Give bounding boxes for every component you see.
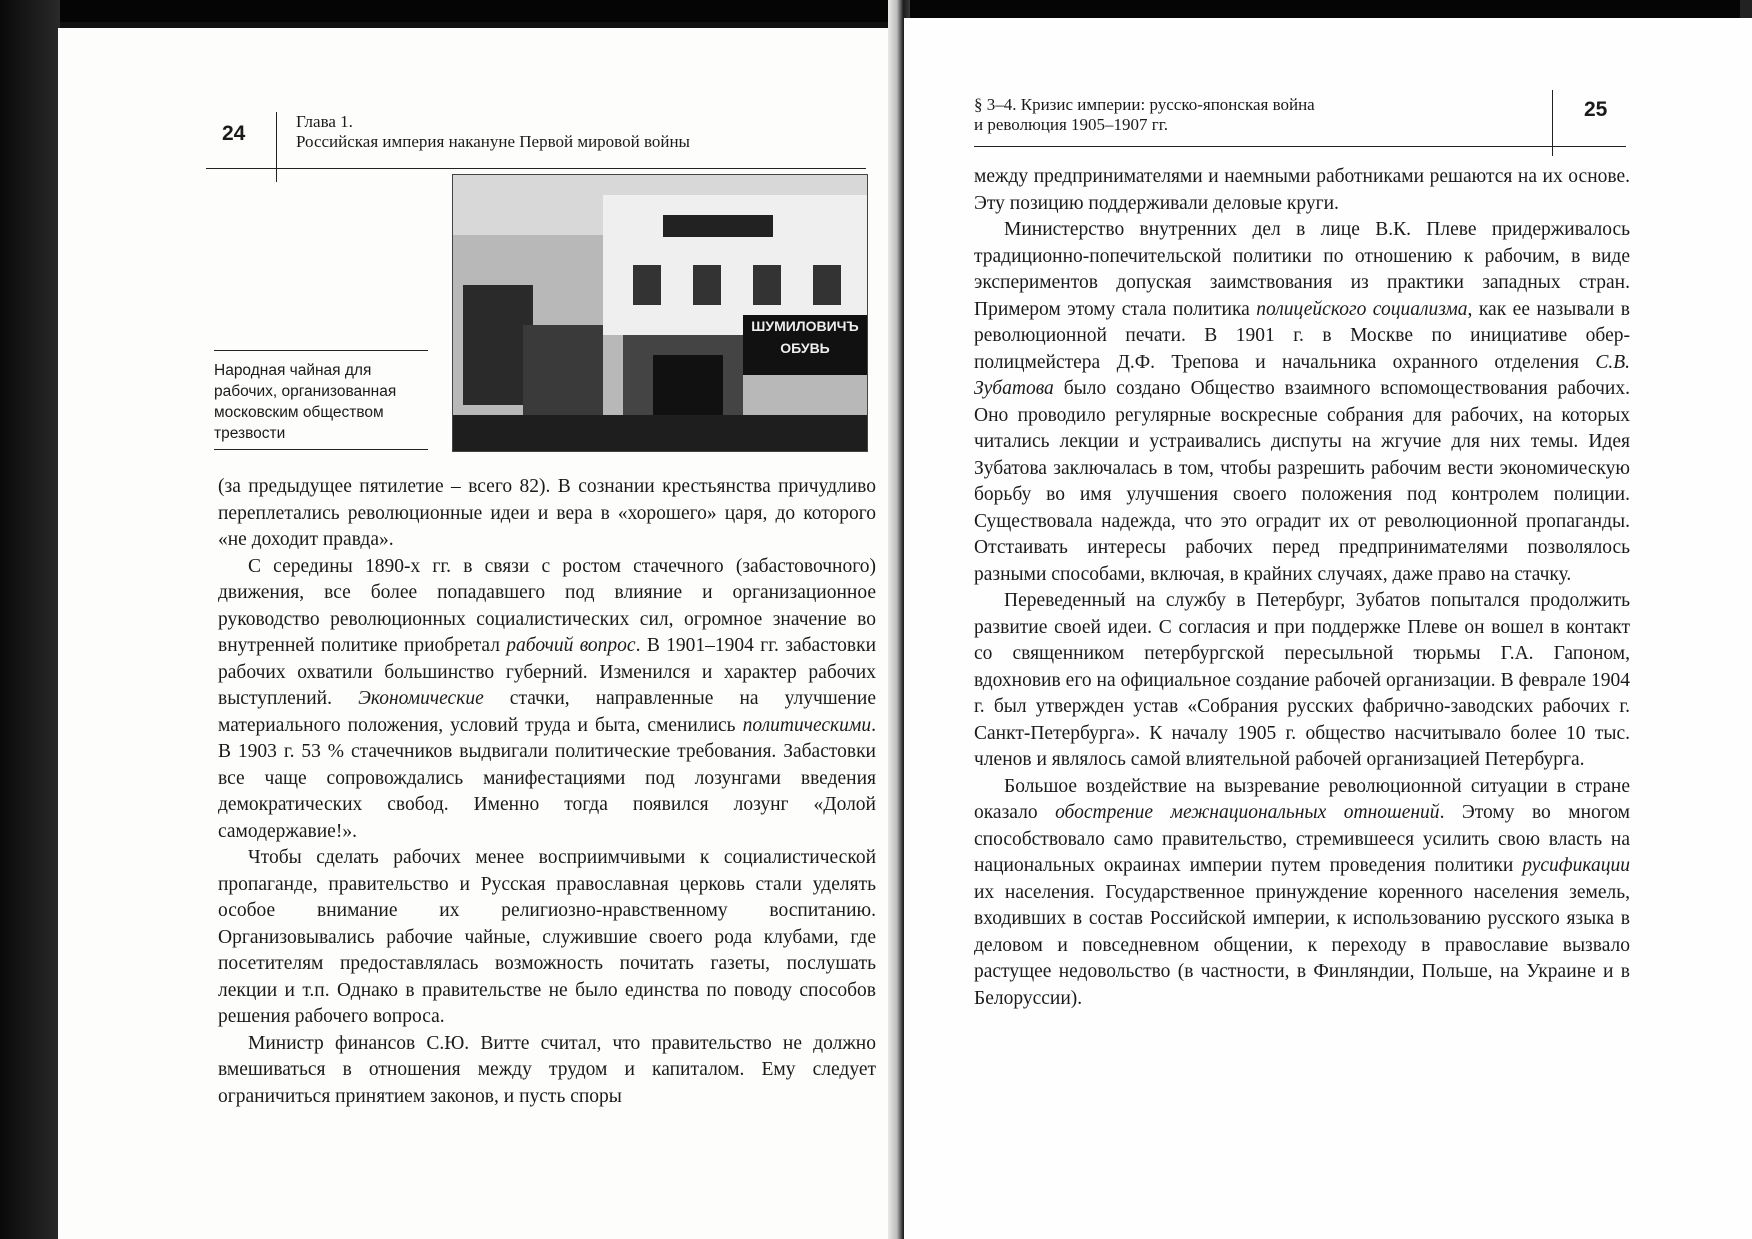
chapter-label: Глава 1. — [296, 112, 353, 131]
right-header-rule — [974, 146, 1626, 147]
emphasized-term: русификации — [1522, 855, 1630, 876]
text-run: . Этому во многом способствовало само правительство, стремившееся усилить свою власть на национальных окраинах империи путем проведения политики — [974, 802, 1630, 876]
text-run: С середины 1890-х гг. в связи с ростом стачечного (забастовочного) движения, все более попадавшего под влияние и организационное руководство революционных социалистических сил, огромное значение во внутренней политике приобретал — [218, 555, 876, 656]
scanner-left-edge — [0, 0, 60, 1239]
section-title-line2: и революция 1905–1907 гг. — [974, 115, 1169, 134]
text-run: Министерство внутренних дел в лице В.К. Плеве придерживалось традиционно-попечительской политики по отношению к рабочим, в виде экспериментов допуская заимствования из практики западных стран. Примером этому стала политика — [974, 219, 1630, 320]
left-text-column — [218, 474, 876, 1110]
text-run: между предпринимателями и наемными работниками решаются на их основе. Эту позицию поддерживали деловые круги. — [974, 166, 1630, 214]
tea-house-photo-illustration — [453, 175, 867, 451]
left-header-rule — [206, 168, 866, 169]
emphasized-term: рабочий вопрос — [506, 635, 636, 656]
signboard-text: ШУМИЛОВИЧЪ — [751, 318, 859, 334]
caption-bottom-rule — [214, 449, 428, 450]
text-run: (за предыдущее пятилетие – всего 82). В сознании крестьянства причудливо переплетались революционные идеи и вера в «хорошего» царя, до которого «не доходит правда». — [218, 476, 876, 550]
left-page-number: 24 — [222, 122, 246, 145]
paragraph — [218, 554, 876, 846]
right-running-head — [974, 95, 1404, 135]
text-run: стачки, направленные на улучшение материального положения, условий труда и быта, сменились — [218, 688, 876, 736]
text-run: Переведенный на службу в Петербург, Зубатов попытался продолжить развитие своей идеи. С согласия и при поддержке Плеве он вошел в контакт со священником петербургской пересыльной тюрьмы Г.А. Гапоном, вдохновив его на официальное создание рабочей организации. В феврале 1904 г. был утвержден устав «Собрания русских фабрично-заводских рабочих г. Санкт-Петербурга». К началу 1905 г. общество насчитывало более 10 тыс. членов и являлось самой влиятельной рабочей организацией Петербурга. — [974, 590, 1630, 770]
text-run: было создано Общество взаимного вспомоществования рабочих. Оно проводило регулярные воскресные собрания для рабочих, на которых читались лекции и устраивались диспуты на жгучие для них темы. Идея Зубатова заключалась в том, чтобы разрешить рабочим вести экономическую борьбу во имя улучшения своего положения под контролем полиции. Существовала надежда, что это оградит их от революционной пропаганды. Отстаивать интересы рабочих перед предпринимателями позволялось разными способами, включая, в крайних случаях, даже право на стачку. — [974, 378, 1630, 585]
signboard-text-2: ОБУВЬ — [780, 340, 830, 356]
left-running-head — [296, 112, 796, 152]
text-run: , как ее называли в революционной печати. В 1901 г. в Москве по инициативе обер-полицмейстера Д.Ф. Трепова и начальника охранного отделения — [974, 298, 1630, 373]
text-run: их населения. Государственное принуждение коренного населения земель, входивших в состав Российской империи, к использованию русского языка в деловом и повседневном общении, к переходу в православие вызвало растущее недовольство (в частности, в Финляндии, Польше, на Украине и в Белоруссии). — [974, 881, 1630, 1009]
emphasized-term: С.В. Зубатова — [974, 351, 1630, 399]
emphasized-term: политическими — [742, 714, 872, 736]
text-run: . В 1903 г. 53 % стачечников выдвигали политические требования. Забастовки все чаще сопровождались манифестациями под лозунгами введения демократических свобод. Именно тогда появился лозунг «Долой самодержавие!». — [218, 714, 876, 842]
paragraph — [218, 845, 876, 1031]
emphasized-term: полицейского социализма — [1256, 298, 1468, 320]
right-page-number: 25 — [1584, 98, 1608, 121]
paragraph — [218, 1031, 876, 1111]
paragraph — [974, 217, 1630, 588]
chapter-title: Российская империя накануне Первой мировой войны — [296, 132, 690, 151]
text-run: . В 1901–1904 гг. забастовки рабочих охватили большинство губерний. Изменился и характер рабочих выступлений. — [218, 635, 877, 709]
text-run: Министр финансов С.Ю. Витте считал, что правительство не должно вмешиваться в отношения между трудом и капиталом. Ему следует ограничиться принятием законов, и пусть споры — [218, 1032, 876, 1107]
text-run: Чтобы сделать рабочих менее восприимчивыми к социалистической пропаганде, правительство и Русская православная церковь стали уделять особое внимание их религиозно-нравственному воспитанию. Организовывались рабочие чайные, служившие своего рода клубами, где посетителям предоставлялась возможность почитать газеты, послушать лекции и т.п. Однако в правительстве не было единства по поводу способов решения рабочего вопроса. — [218, 847, 876, 1027]
left-header-divider — [276, 112, 277, 182]
text-run: Большое воздействие на вызревание революционной ситуации в стране оказало — [974, 775, 1630, 823]
emphasized-term: обострение межнациональных отношений — [1055, 802, 1440, 823]
paragraph — [974, 164, 1630, 217]
paragraph — [218, 474, 876, 554]
caption-top-rule — [214, 350, 428, 351]
photo-caption: Народная чайная для рабочих, организованная московским обществом трезвости — [214, 362, 397, 442]
right-text-column — [974, 164, 1630, 1012]
paragraph — [974, 588, 1630, 774]
paragraph — [974, 774, 1630, 1013]
emphasized-term: Экономические — [358, 688, 484, 709]
section-title-line1: § 3–4. Кризис империи: русско-японская война — [974, 95, 1315, 114]
tea-house-photo — [452, 174, 868, 452]
